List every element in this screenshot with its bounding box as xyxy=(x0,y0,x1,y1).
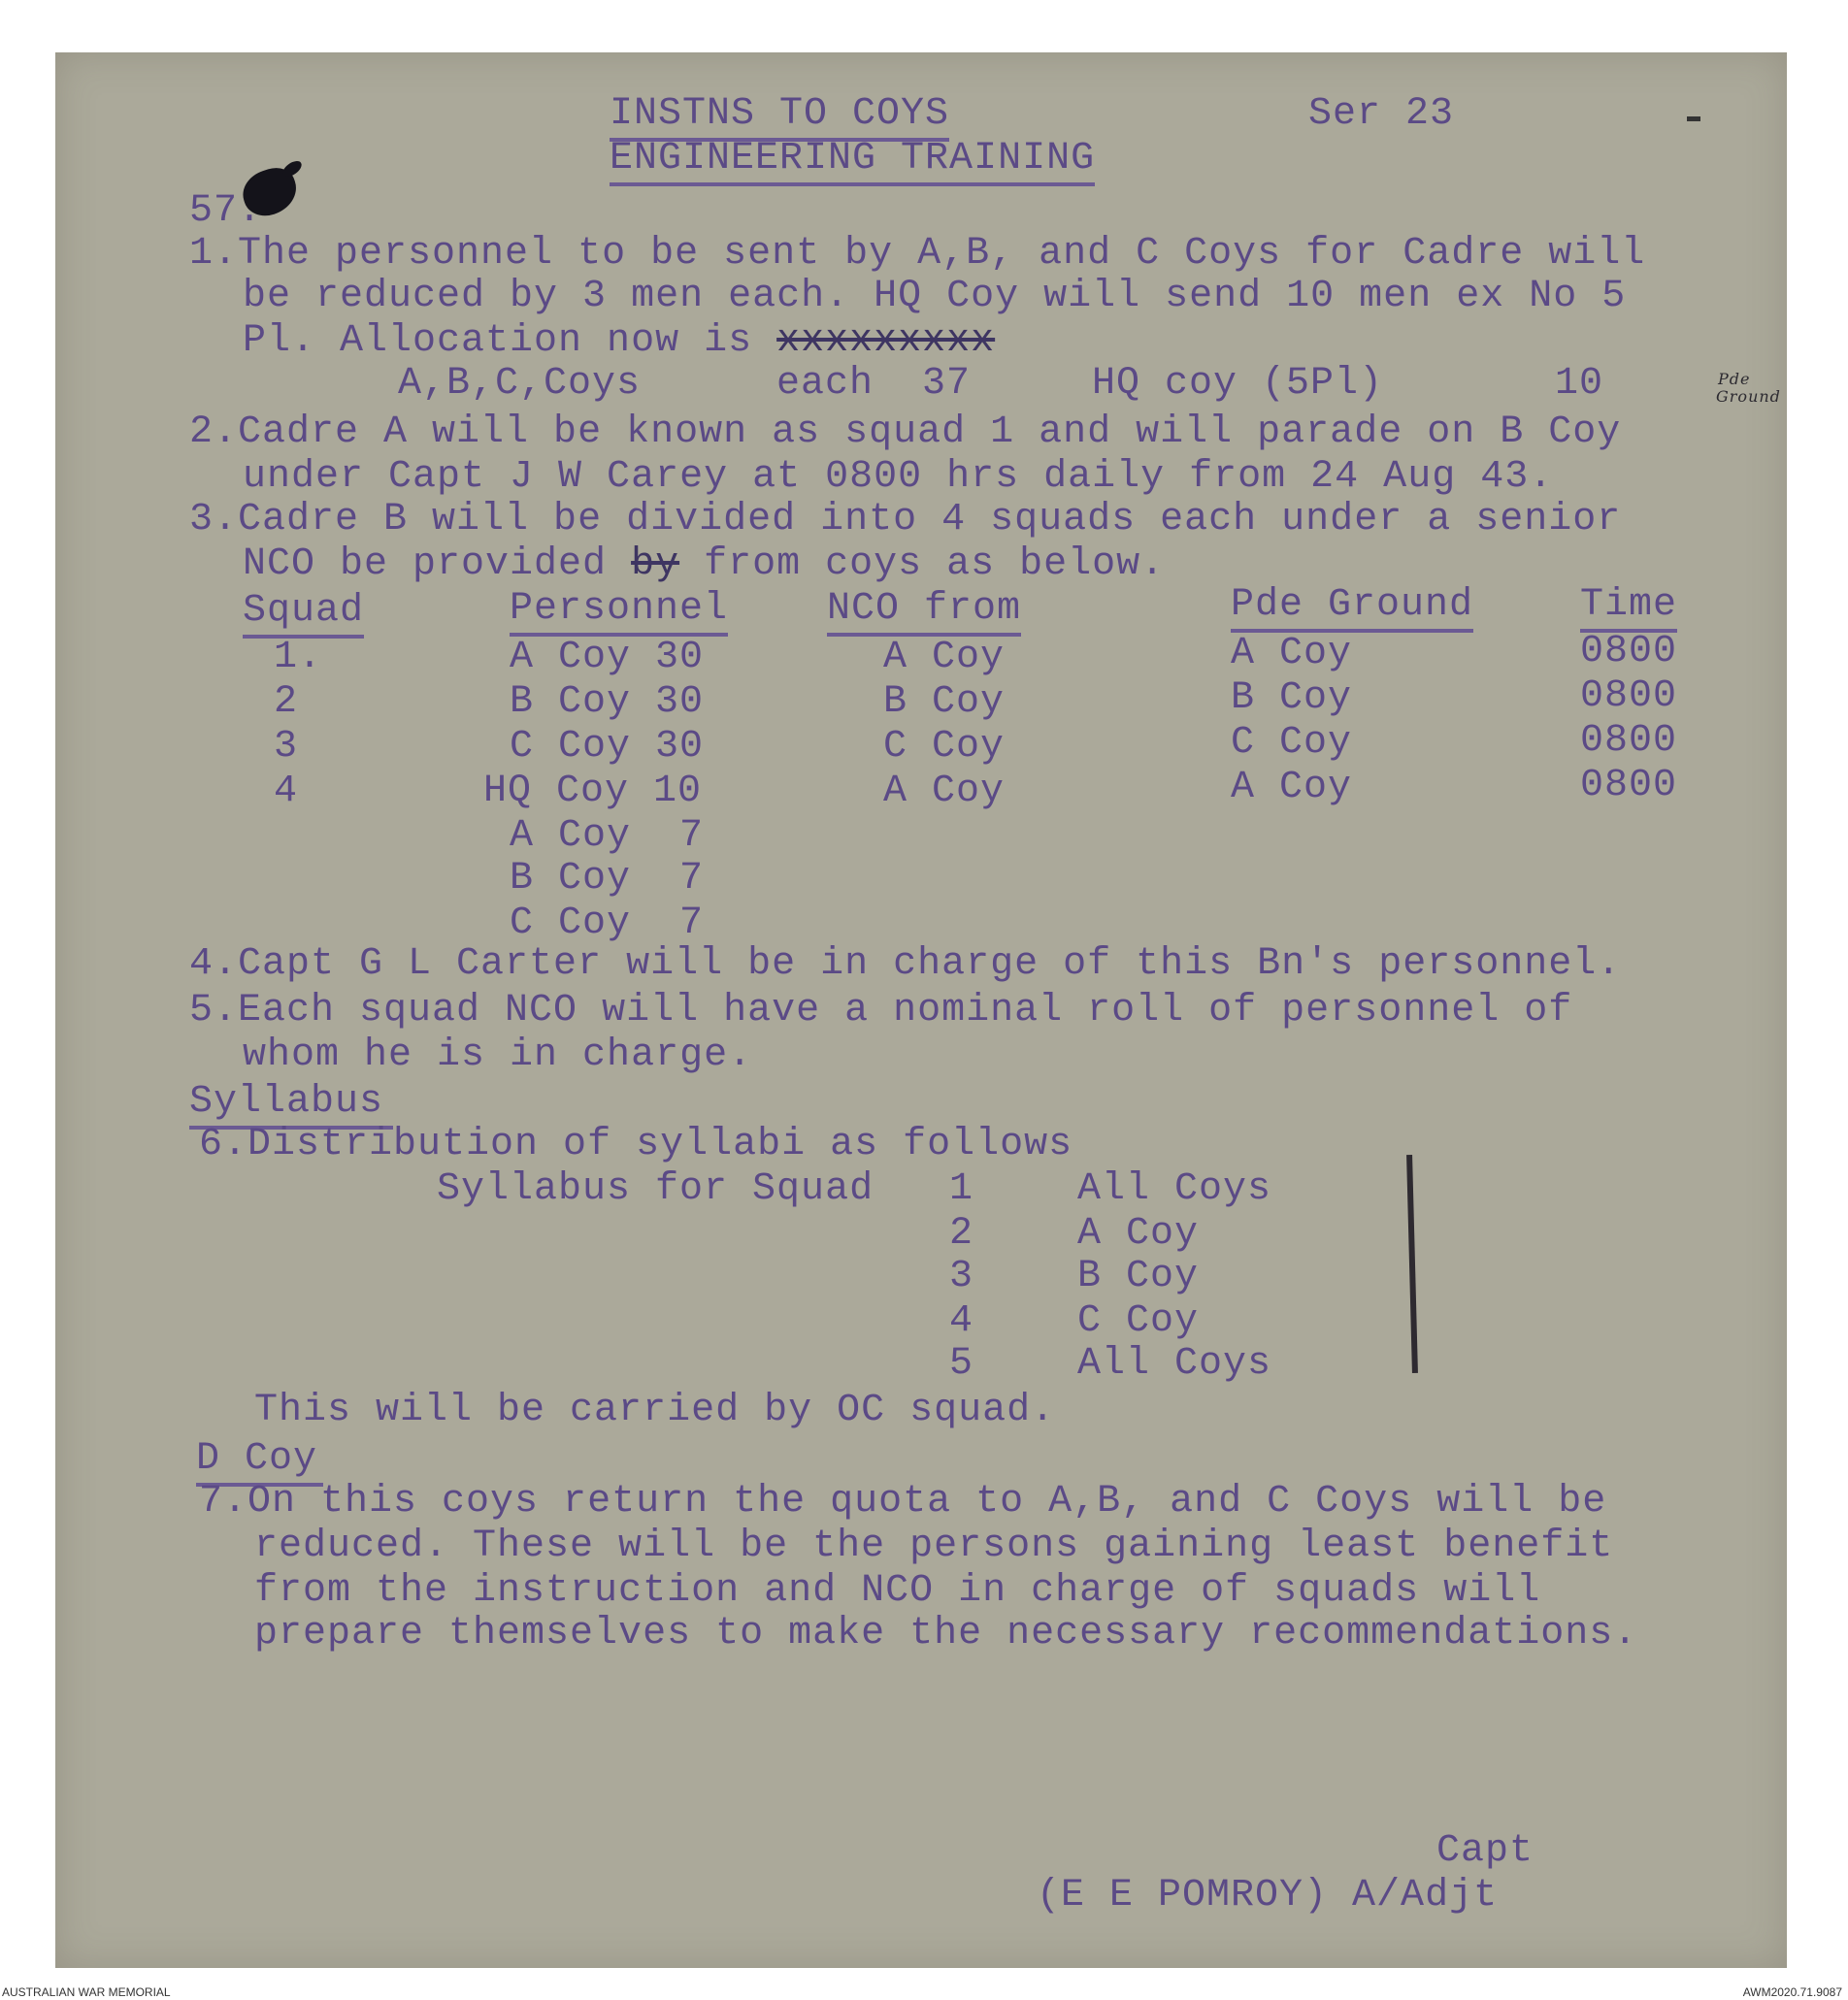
para-1-line-3 xyxy=(243,320,995,363)
table-cell-squad: 3 xyxy=(274,725,299,769)
para-1-line-3-text: Pl. Allocation now is xyxy=(243,319,777,363)
syllabus-coys: C Coy xyxy=(1077,1299,1200,1343)
table-cell-personnel: A Coy 30 xyxy=(510,636,705,679)
signature-name: (E E POMROY) A/Adjt xyxy=(1037,1874,1499,1918)
alloc-units: A,B,C,Coys xyxy=(398,362,642,406)
margin-note-2: Ground xyxy=(1716,387,1781,406)
para-5-line-1: 5.Each squad NCO will have a nominal roll of personnel of xyxy=(189,989,1573,1033)
table-extra-personnel: C Coy 7 xyxy=(510,902,705,945)
table-header-time: Time xyxy=(1580,584,1677,633)
table-header-personnel: Personnel xyxy=(510,588,728,637)
title-line-2: ENGINEERING TRAINING xyxy=(610,138,1095,186)
table-cell-time: 0800 xyxy=(1580,719,1678,763)
para-7-line-1: 7.On this coys return the quota to A,B, and C Coys will be xyxy=(199,1480,1607,1524)
table-cell-nco: A Coy xyxy=(883,770,1006,813)
margin-note-1: Pde xyxy=(1718,370,1751,388)
para-6-carried: This will be carried by OC squad. xyxy=(254,1389,1056,1432)
dcoy-heading: D Coy xyxy=(196,1438,323,1487)
syllabus-coys: A Coy xyxy=(1077,1212,1200,1256)
syllabus-squad: 3 xyxy=(949,1255,974,1298)
corner-mark xyxy=(1687,116,1700,121)
page-number: 57. xyxy=(189,189,263,233)
para-3-line-2 xyxy=(243,543,1165,586)
table-cell-nco: A Coy xyxy=(883,636,1006,679)
table-cell-time: 0800 xyxy=(1580,630,1678,673)
syllabus-squad: 1 xyxy=(949,1167,974,1211)
para-3-line-1: 3.Cadre B will be divided into 4 squads each under a senior xyxy=(189,498,1622,541)
para-3-line-2b: from coys as below. xyxy=(679,542,1166,586)
table-cell-personnel: HQ Coy 10 xyxy=(483,770,703,813)
footer-id: AWM2020.71.9087 xyxy=(1742,1985,1842,1999)
para-6: 6.Distribution of syllabi as follows xyxy=(199,1123,1073,1166)
table-cell-squad: 1. xyxy=(274,636,323,679)
struck-text-by: by xyxy=(631,542,680,586)
table-header-nco: NCO from xyxy=(827,588,1021,637)
table-cell-time: 0800 xyxy=(1580,764,1678,807)
para-1-line-2: be reduced by 3 men each. HQ Coy will send 10 men ex No 5 xyxy=(243,275,1627,318)
footer-archive: AUSTRALIAN WAR MEMORIAL xyxy=(2,1985,171,1999)
para-1-line-1: 1.The personnel to be sent by A,B, and C Coys for Cadre will xyxy=(189,232,1646,276)
table-cell-ground: C Coy xyxy=(1231,721,1353,765)
table-cell-personnel: C Coy 30 xyxy=(510,725,705,769)
table-cell-time: 0800 xyxy=(1580,674,1678,718)
syllabus-label: Syllabus for Squad xyxy=(437,1167,874,1211)
table-cell-ground: A Coy xyxy=(1231,632,1353,675)
table-cell-squad: 2 xyxy=(274,680,299,724)
title-line-1: INSTNS TO COYS xyxy=(610,93,949,142)
syllabus-squad: 2 xyxy=(949,1212,974,1256)
alloc-hq: HQ coy (5Pl) xyxy=(1092,362,1384,406)
para-2-line-1: 2.Cadre A will be known as squad 1 and will parade on B Coy xyxy=(189,410,1622,454)
table-extra-personnel: A Coy 7 xyxy=(510,814,705,858)
para-7-line-3: from the instruction and NCO in charge of squads will xyxy=(254,1569,1541,1613)
para-5-line-2: whom he is in charge. xyxy=(243,1033,753,1077)
syllabus-heading: Syllabus xyxy=(189,1081,393,1130)
alloc-hq-count: 10 xyxy=(1555,362,1604,406)
table-extra-personnel: B Coy 7 xyxy=(510,857,705,901)
signature-rank: Capt xyxy=(1436,1829,1534,1873)
table-header-ground: Pde Ground xyxy=(1231,584,1473,633)
table-header-squad: Squad xyxy=(243,590,364,639)
table-cell-ground: B Coy xyxy=(1231,676,1353,720)
table-cell-ground: A Coy xyxy=(1231,766,1353,809)
alloc-each: each 37 xyxy=(776,362,972,406)
para-3-line-2a: NCO be provided xyxy=(243,542,632,586)
table-cell-squad: 4 xyxy=(274,770,299,813)
table-cell-nco: C Coy xyxy=(883,725,1006,769)
para-2-line-2: under Capt J W Carey at 0800 hrs daily from 24 Aug 43. xyxy=(243,455,1554,499)
struck-text: xxxxxxxxx xyxy=(776,319,996,363)
table-cell-nco: B Coy xyxy=(883,680,1006,724)
para-7-line-2: reduced. These will be the persons gaining least benefit xyxy=(254,1525,1614,1568)
syllabus-coys: All Coys xyxy=(1077,1342,1272,1386)
syllabus-squad: 4 xyxy=(949,1299,974,1343)
serial-number: Ser 23 xyxy=(1308,92,1455,136)
syllabus-squad: 5 xyxy=(949,1342,974,1386)
syllabus-coys: All Coys xyxy=(1077,1167,1272,1211)
para-7-line-4: prepare themselves to make the necessary recommendations. xyxy=(254,1612,1638,1656)
syllabus-coys: B Coy xyxy=(1077,1255,1200,1298)
para-4: 4.Capt G L Carter will be in charge of this Bn's personnel. xyxy=(189,942,1622,986)
table-cell-personnel: B Coy 30 xyxy=(510,680,705,724)
